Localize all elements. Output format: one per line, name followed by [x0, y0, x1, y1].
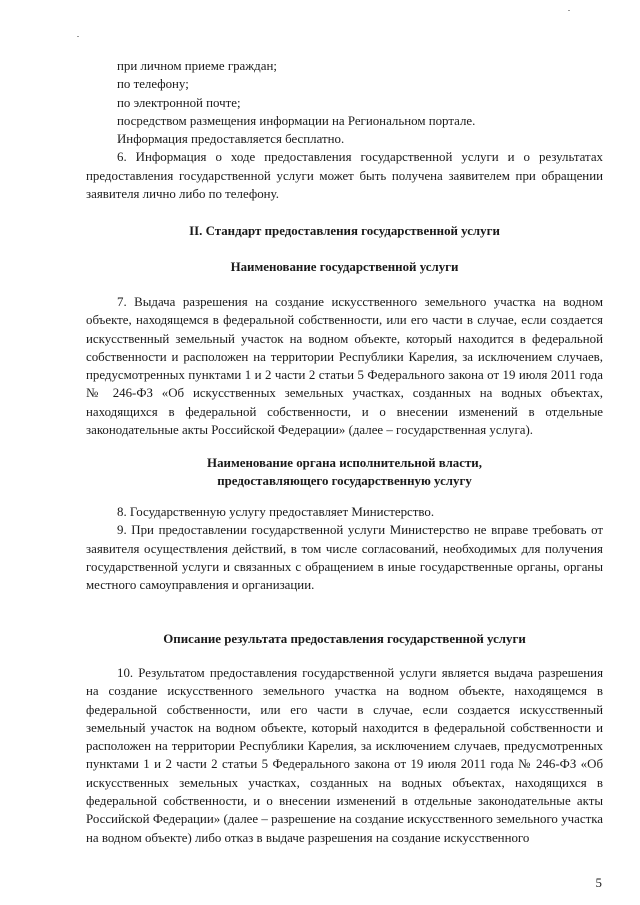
service-name-section [86, 258, 603, 276]
scan-speck [568, 10, 570, 11]
list-item: по телефону; [117, 77, 189, 92]
paragraph-7-block [86, 293, 603, 439]
paragraph-7: 7. Выдача разрешения на создание искусственного земельного участка на водном объекте, находящемся в федеральной собственности, или его части в случае, если создается искусственный земельный участок на водном объекте, который находится в федеральной собственности и расположен на территории Республики Карелия, за исключением случаев, предусмотренных пунктами 1 и 2 части 2 статьи 5 Федерального закона от 19 июля 2011 года № 246-ФЗ «Об искусственных земельных участках, созданных на водных объектах, находящихся в федеральной собственности, и о внесении изменений в отдельные законодательные акты Российской Федерации» (далее – государственная услуга). [86, 295, 603, 438]
scan-speck [77, 36, 79, 37]
paragraph-10-block [86, 664, 603, 847]
paragraph-10: 10. Результатом предоставления государственной услуги является выдача разрешения на создание искусственного земельного участка на водном объекте, находящемся в федеральной собственности, или его части в случае, если создается искусственный земельный участок на водном объекте, который находится в федеральной собственности и расположен на территории Республики Карелия, за исключением случаев, предусмотренных пунктами 1 и 2 части 2 статьи 5 Федерального закона от 19 июля 2011 года № 246-ФЗ «Об искусственных земельных участках, созданных на водных объектах, находящихся в федеральной собственности, и о внесении изменений в отдельные законодательные акты Российской Федерации» (далее – разрешение на создание искусственного земельного участка на водном объекте) либо отказ в выдаче разрешения на создание искусственного [86, 666, 603, 845]
heading-authority-line2: предоставляющего государственную услугу [217, 474, 472, 489]
page-number: 5 [595, 876, 602, 890]
section-title: II. Стандарт предоставления государственной услуги [189, 224, 500, 238]
authority-heading [86, 454, 603, 491]
result-heading [86, 630, 603, 648]
heading-service-name: Наименование государственной услуги [230, 260, 459, 274]
paragraph-9: 9. При предоставлении государственной услуги Министерство не вправе требовать от заявителя осуществления действий, в том числе согласований, необходимых для получения государственной услуги и связанных с обращением в иные государственные органы, органы местного самоуправления и организации. [86, 523, 603, 593]
list-item: Информация предоставляется бесплатно. [117, 132, 345, 147]
paragraphs-8-9 [86, 503, 603, 594]
heading-result: Описание результата предоставления государственной услуги [163, 632, 526, 646]
list-item: посредством размещения информации на Региональном портале. [117, 113, 476, 128]
list-item: по электронной почте; [117, 95, 241, 110]
paragraph-8: 8. Государственную услугу предоставляет Министерство. [117, 505, 435, 519]
list-item: при личном приеме граждан; [117, 59, 277, 73]
heading-authority-line1: Наименование органа исполнительной власти, [207, 456, 482, 470]
paragraph-6: 6. Информация о ходе предоставления государственной услуги и о результатах предоставления государственной услуги может быть получена заявителем при обращении заявителя лично либо по телефону. [86, 150, 603, 202]
info-methods-list [86, 57, 603, 203]
section-2-header [86, 222, 603, 240]
